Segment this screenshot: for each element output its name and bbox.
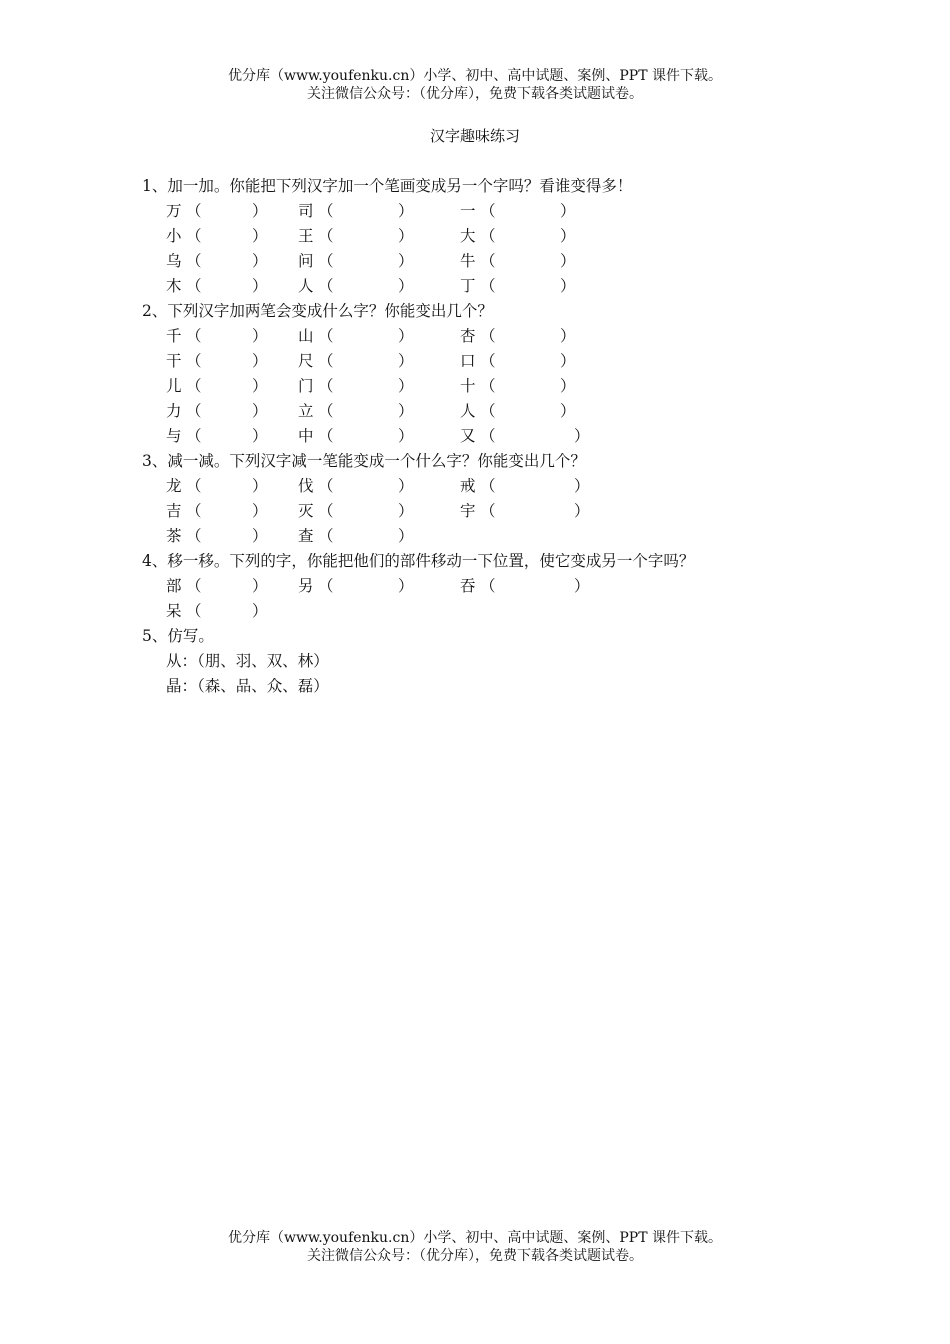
open-paren: （ (480, 277, 496, 295)
answer-item (298, 349, 414, 374)
open-paren: （ (318, 577, 334, 595)
open-paren: （ (318, 202, 334, 220)
open-paren: （ (318, 502, 334, 520)
question-4: 4、移一移。下列的字，你能把他们的部件移动一下位置，使它变成另一个字吗？ (142, 552, 695, 570)
answer-item (460, 199, 576, 224)
answer-item (166, 249, 268, 274)
source-character: 吉 (166, 502, 182, 520)
answer-item (298, 224, 414, 249)
source-character: 人 (460, 402, 476, 420)
open-paren: （ (186, 202, 202, 220)
close-paren: ） (252, 602, 268, 620)
page-header (0, 67, 950, 103)
answer-item (298, 274, 414, 299)
source-character: 查 (298, 527, 314, 545)
answer-row (142, 374, 822, 399)
open-paren: （ (480, 202, 496, 220)
answer-item (298, 374, 414, 399)
question-5: 5、仿写。 (142, 627, 214, 645)
source-character: 尺 (298, 352, 314, 370)
answer-item (460, 274, 576, 299)
source-character: 杏 (460, 327, 476, 345)
close-paren: ） (560, 277, 576, 295)
open-paren: （ (186, 527, 202, 545)
answer-item (460, 224, 576, 249)
answer-item (460, 374, 576, 399)
close-paren: ） (560, 327, 576, 345)
open-paren: （ (318, 477, 334, 495)
close-paren: ） (252, 577, 268, 595)
source-character: 又 (460, 427, 476, 445)
source-character: 千 (166, 327, 182, 345)
answer-row (142, 324, 822, 349)
document-title: 汉字趣味练习 (429, 127, 520, 145)
open-paren: （ (480, 577, 496, 595)
answer-row (142, 399, 822, 424)
close-paren: ） (560, 227, 576, 245)
answer-item (460, 474, 590, 499)
answer-item (298, 199, 414, 224)
open-paren: （ (186, 352, 202, 370)
source-character: 司 (298, 202, 314, 220)
open-paren: （ (186, 252, 202, 270)
open-paren: （ (480, 227, 496, 245)
answer-row (142, 474, 822, 499)
answer-item (166, 574, 268, 599)
source-character: 力 (166, 402, 182, 420)
close-paren: ） (398, 377, 414, 395)
answer-row (142, 574, 822, 599)
source-character: 干 (166, 352, 182, 370)
source-character: 儿 (166, 377, 182, 395)
close-paren: ） (398, 252, 414, 270)
source-character: 戒 (460, 477, 476, 495)
open-paren: （ (480, 477, 496, 495)
answer-item (460, 574, 590, 599)
source-character: 中 (298, 427, 314, 445)
source-character: 十 (460, 377, 476, 395)
answer-row (142, 224, 822, 249)
open-paren: （ (318, 377, 334, 395)
close-paren: ） (398, 527, 414, 545)
close-paren: ） (252, 427, 268, 445)
open-paren: （ (480, 402, 496, 420)
answer-item (298, 499, 414, 524)
close-paren: ） (252, 352, 268, 370)
close-paren: ） (560, 352, 576, 370)
open-paren: （ (318, 352, 334, 370)
answer-item (298, 399, 414, 424)
source-character: 乌 (166, 252, 182, 270)
open-paren: （ (186, 277, 202, 295)
close-paren: ） (252, 527, 268, 545)
answer-item (166, 499, 268, 524)
close-paren: ） (252, 502, 268, 520)
close-paren: ） (252, 377, 268, 395)
open-paren: （ (186, 502, 202, 520)
close-paren: ） (252, 477, 268, 495)
close-paren: ） (398, 577, 414, 595)
open-paren: （ (480, 327, 496, 345)
source-character: 一 (460, 202, 476, 220)
source-character: 大 (460, 227, 476, 245)
open-paren: （ (318, 227, 334, 245)
source-character: 牛 (460, 252, 476, 270)
source-character: 山 (298, 327, 314, 345)
close-paren: ） (398, 327, 414, 345)
source-character: 万 (166, 202, 182, 220)
source-character: 另 (298, 577, 314, 595)
open-paren: （ (480, 427, 496, 445)
answer-row (142, 349, 822, 374)
answer-item (298, 424, 414, 449)
open-paren: （ (186, 227, 202, 245)
answer-item (166, 599, 268, 624)
answer-row (142, 424, 822, 449)
open-paren: （ (186, 477, 202, 495)
close-paren: ） (252, 227, 268, 245)
open-paren: （ (318, 427, 334, 445)
close-paren: ） (574, 477, 590, 495)
answer-item (298, 474, 414, 499)
open-paren: （ (480, 252, 496, 270)
footer-line-1: 优分库（www.youfenku.cn）小学、初中、高中试题、案例、PPT 课件下载。 (227, 1230, 722, 1246)
answer-item (460, 424, 590, 449)
source-character: 丁 (460, 277, 476, 295)
source-character: 木 (166, 277, 182, 295)
answer-item (298, 249, 414, 274)
source-character: 小 (166, 227, 182, 245)
close-paren: ） (252, 402, 268, 420)
answer-item (166, 374, 268, 399)
open-paren: （ (480, 377, 496, 395)
question-2: 2、下列汉字加两笔会变成什么字？你能变出几个？ (142, 302, 493, 320)
source-character: 口 (460, 352, 476, 370)
close-paren: ） (398, 477, 414, 495)
source-character: 龙 (166, 477, 182, 495)
open-paren: （ (186, 327, 202, 345)
answer-item (166, 524, 268, 549)
close-paren: ） (398, 427, 414, 445)
open-paren: （ (318, 252, 334, 270)
close-paren: ） (560, 377, 576, 395)
answer-item (460, 249, 576, 274)
answer-item (166, 474, 268, 499)
example-line: 从：（朋、羽、双、林） (166, 652, 329, 670)
open-paren: （ (480, 352, 496, 370)
answer-item (166, 349, 268, 374)
open-paren: （ (186, 602, 202, 620)
close-paren: ） (252, 202, 268, 220)
open-paren: （ (186, 427, 202, 445)
source-character: 与 (166, 427, 182, 445)
open-paren: （ (318, 402, 334, 420)
source-character: 茶 (166, 527, 182, 545)
answer-item (298, 324, 414, 349)
answer-item (166, 199, 268, 224)
close-paren: ） (398, 352, 414, 370)
source-character: 门 (298, 377, 314, 395)
close-paren: ） (252, 277, 268, 295)
close-paren: ） (398, 227, 414, 245)
open-paren: （ (186, 577, 202, 595)
answer-item (166, 424, 268, 449)
question-3: 3、减一减。下列汉字减一笔能变成一个什么字？你能变出几个？ (142, 452, 586, 470)
close-paren: ） (560, 202, 576, 220)
close-paren: ） (398, 502, 414, 520)
answer-row (142, 199, 822, 224)
answer-item (298, 524, 414, 549)
close-paren: ） (560, 402, 576, 420)
answer-item (166, 224, 268, 249)
answer-item (298, 574, 414, 599)
source-character: 部 (166, 577, 182, 595)
answer-item (460, 499, 590, 524)
answer-row (142, 524, 822, 549)
header-line-1: 优分库（www.youfenku.cn）小学、初中、高中试题、案例、PPT 课件下载。 (227, 68, 722, 84)
source-character: 伐 (298, 477, 314, 495)
close-paren: ） (574, 502, 590, 520)
answer-item (460, 349, 576, 374)
source-character: 人 (298, 277, 314, 295)
close-paren: ） (574, 427, 590, 445)
close-paren: ） (252, 327, 268, 345)
source-character: 宇 (460, 502, 476, 520)
question-1: 1、加一加。你能把下列汉字加一个笔画变成另一个字吗？看谁变得多！ (142, 177, 633, 195)
source-character: 呆 (166, 602, 182, 620)
answer-item (460, 399, 576, 424)
answer-item (166, 399, 268, 424)
example-line: 晶：（森、品、众、磊） (166, 677, 329, 695)
source-character: 吞 (460, 577, 476, 595)
close-paren: ） (398, 402, 414, 420)
close-paren: ） (252, 252, 268, 270)
footer-line-2: 关注微信公众号：（优分库），免费下载各类试题试卷。 (307, 1248, 643, 1264)
answer-item (460, 324, 576, 349)
page-footer (0, 1229, 950, 1265)
answer-item (166, 324, 268, 349)
exercise-content (142, 174, 822, 699)
close-paren: ） (574, 577, 590, 595)
header-line-2: 关注微信公众号：（优分库），免费下载各类试题试卷。 (307, 86, 643, 102)
source-character: 问 (298, 252, 314, 270)
answer-row (142, 499, 822, 524)
source-character: 王 (298, 227, 314, 245)
open-paren: （ (186, 402, 202, 420)
answer-row (142, 274, 822, 299)
open-paren: （ (318, 527, 334, 545)
open-paren: （ (318, 277, 334, 295)
open-paren: （ (186, 377, 202, 395)
source-character: 立 (298, 402, 314, 420)
open-paren: （ (480, 502, 496, 520)
open-paren: （ (318, 327, 334, 345)
close-paren: ） (560, 252, 576, 270)
answer-row (142, 249, 822, 274)
answer-item (166, 274, 268, 299)
answer-row (142, 599, 822, 624)
close-paren: ） (398, 277, 414, 295)
source-character: 灭 (298, 502, 314, 520)
close-paren: ） (398, 202, 414, 220)
